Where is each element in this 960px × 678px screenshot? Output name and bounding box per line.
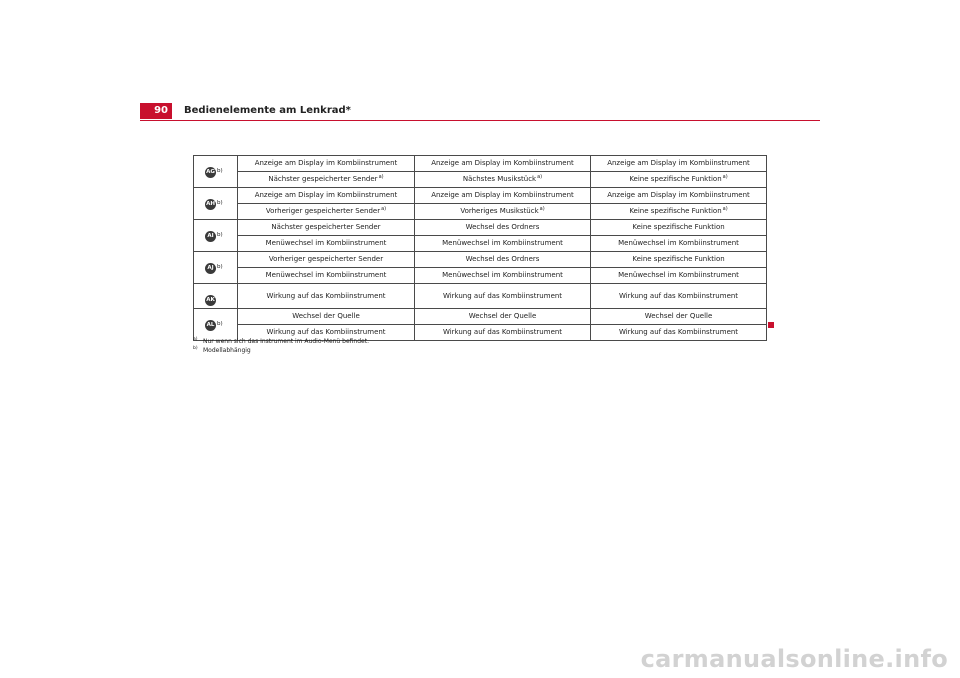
footnote-mark: b): [217, 200, 223, 206]
control-key-icon: AG: [205, 167, 216, 178]
control-key-icon: AJ: [205, 263, 216, 274]
table-row: [194, 252, 767, 268]
page-header: [140, 103, 820, 119]
table-cell: Anzeige am Display im Kombiinstrument: [415, 188, 591, 204]
footnotes: [193, 337, 369, 355]
table-cell: Nächster gespeicherter Sender: [238, 220, 415, 236]
steering-controls-table: [193, 155, 767, 341]
table-row: [194, 236, 767, 252]
header-divider: [140, 120, 820, 121]
footnote-mark: b): [217, 264, 223, 270]
table-cell: Vorheriger gespeicherter Sender: [238, 252, 415, 268]
table-cell: Vorheriges Musikstück$^{a)}$: [415, 204, 591, 220]
footnote-mark: b): [217, 168, 223, 174]
table-cell: Keine spezifische Funktion$^{a)}$: [591, 172, 767, 188]
table-row: [194, 188, 767, 204]
table-cell: Anzeige am Display im Kombiinstrument: [238, 188, 415, 204]
control-key-icon: AI: [205, 231, 216, 242]
footnote-ref: a): [722, 206, 728, 212]
section-end-marker: [768, 322, 774, 328]
table-cell: Vorheriger gespeicherter Sender$^{a)}$: [238, 204, 415, 220]
page-title: Bedienelemente am Lenkrad*: [184, 105, 351, 116]
control-key-cell: [194, 252, 238, 284]
table-cell: Anzeige am Display im Kombiinstrument: [238, 156, 415, 172]
table-cell: Menüwechsel im Kombiinstrument: [591, 268, 767, 284]
control-key-icon: AH: [205, 199, 216, 210]
table-row: [194, 268, 767, 284]
table-cell: Menüwechsel im Kombiinstrument: [238, 236, 415, 252]
table-cell: Keine spezifische Funktion: [591, 220, 767, 236]
table-cell: Keine spezifische Funktion$^{a)}$: [591, 204, 767, 220]
table-row: [194, 172, 767, 188]
control-key-icon: AL: [205, 320, 216, 331]
control-key-cell: [194, 220, 238, 252]
footnote-ref: a): [539, 206, 545, 212]
table-row: [194, 204, 767, 220]
table-cell: Wirkung auf das Kombiinstrument: [591, 325, 767, 341]
control-key-cell: [194, 156, 238, 188]
watermark: carmanualsonline.info: [640, 645, 948, 673]
table-cell: Anzeige am Display im Kombiinstrument: [591, 188, 767, 204]
table-row: [194, 284, 767, 309]
page-number: 90: [140, 103, 172, 119]
footnote-mark: b): [217, 321, 223, 327]
table-row: [194, 156, 767, 172]
table-cell: Nächstes Musikstück$^{a)}$: [415, 172, 591, 188]
footnote-mark: b): [217, 232, 223, 238]
table-row: [194, 220, 767, 236]
control-key-cell: [194, 188, 238, 220]
table-cell: Wirkung auf das Kombiinstrument: [415, 284, 591, 309]
table-cell: Menüwechsel im Kombiinstrument: [415, 236, 591, 252]
footnote-ref: a): [722, 174, 728, 180]
table-cell: Wirkung auf das Kombiinstrument: [238, 284, 415, 309]
table-cell: Wirkung auf das Kombiinstrument: [591, 284, 767, 309]
table-cell: Wechsel des Ordners: [415, 252, 591, 268]
table-cell: Anzeige am Display im Kombiinstrument: [415, 156, 591, 172]
table-cell: Nächster gespeicherter Sender$^{a)}$: [238, 172, 415, 188]
control-key-cell: [194, 284, 238, 309]
footnote-ref: a): [537, 174, 543, 180]
table-cell: Anzeige am Display im Kombiinstrument: [591, 156, 767, 172]
footnote-b: b) Modellabhängig: [193, 346, 251, 354]
table-cell: Menüwechsel im Kombiinstrument: [591, 236, 767, 252]
table-cell: Wechsel der Quelle: [591, 309, 767, 325]
table-cell: Wechsel des Ordners: [415, 220, 591, 236]
footnote-ref: a): [378, 174, 384, 180]
table-cell: Wirkung auf das Kombiinstrument: [415, 325, 591, 341]
footnote-a: a) Nur wenn sich das Instrument im Audio-Menü befindet.: [193, 337, 369, 345]
control-key-cell: [194, 309, 238, 341]
table-cell: Menüwechsel im Kombiinstrument: [238, 268, 415, 284]
table-cell: Keine spezifische Funktion: [591, 252, 767, 268]
table-cell: Wechsel der Quelle: [238, 309, 415, 325]
footnote-ref: a): [381, 206, 387, 212]
table-cell: Wirkung auf das Kombiinstrument: [238, 325, 415, 341]
table-cell: Menüwechsel im Kombiinstrument: [415, 268, 591, 284]
table-row: [194, 309, 767, 325]
table-cell: Wechsel der Quelle: [415, 309, 591, 325]
control-key-icon: AK: [205, 295, 216, 306]
